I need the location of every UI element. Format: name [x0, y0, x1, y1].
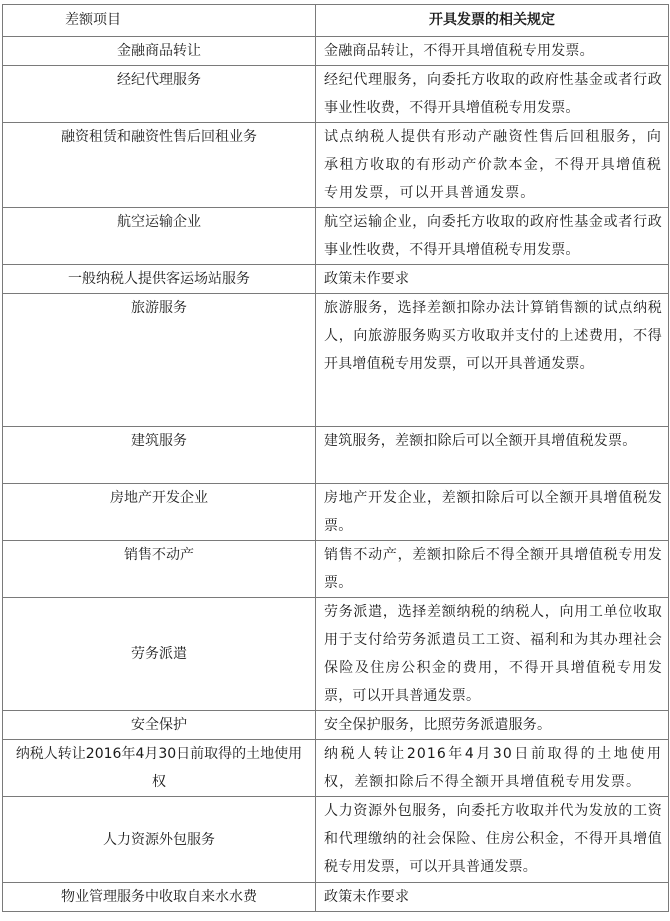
row-item: 人力资源外包服务 — [3, 797, 316, 883]
table-row — [3, 427, 669, 484]
row-item: 物业管理服务中收取自来水水费 — [3, 883, 316, 912]
header-item: 差额项目 — [3, 5, 316, 37]
row-rule: 经纪代理服务，向委托方收取的政府性基金或者行政事业性收费，不得开具增值税专用发票。 — [316, 66, 669, 123]
row-item: 一般纳税人提供客运场站服务 — [3, 265, 316, 294]
invoice-rules-table — [2, 4, 669, 912]
table-row — [3, 294, 669, 427]
row-item: 纳税人转让2016年4月30日前取得的土地使用权 — [3, 740, 316, 797]
row-item: 经纪代理服务 — [3, 66, 316, 123]
row-item: 建筑服务 — [3, 427, 316, 484]
row-rule: 旅游服务，选择差额扣除办法计算销售额的试点纳税人，向旅游服务购买方收取并支付的上述费用，不得开具增值税专用发票，可以开具普通发票。 — [316, 294, 669, 427]
table-row — [3, 265, 669, 294]
row-rule: 建筑服务，差额扣除后可以全额开具增值税发票。 — [316, 427, 669, 484]
row-rule: 销售不动产，差额扣除后不得全额开具增值税专用发票。 — [316, 541, 669, 598]
table-row — [3, 541, 669, 598]
row-item: 房地产开发企业 — [3, 484, 316, 541]
table-row — [3, 123, 669, 208]
header-rule: 开具发票的相关规定 — [316, 5, 669, 37]
row-rule: 安全保护服务，比照劳务派遣服务。 — [316, 711, 669, 740]
row-rule: 政策未作要求 — [316, 883, 669, 912]
row-item: 安全保护 — [3, 711, 316, 740]
table-row — [3, 598, 669, 711]
table-row — [3, 711, 669, 740]
row-rule: 试点纳税人提供有形动产融资性售后回租服务，向承租方收取的有形动产价款本金，不得开具增值税专用发票，可以开具普通发票。 — [316, 123, 669, 208]
row-item: 航空运输企业 — [3, 208, 316, 265]
row-item: 劳务派遣 — [3, 598, 316, 711]
table-row — [3, 883, 669, 912]
table-row — [3, 484, 669, 541]
table-row — [3, 797, 669, 883]
row-rule: 金融商品转让，不得开具增值税专用发票。 — [316, 37, 669, 66]
table-row — [3, 37, 669, 66]
table-row — [3, 208, 669, 265]
row-rule: 房地产开发企业，差额扣除后可以全额开具增值税发票。 — [316, 484, 669, 541]
row-item: 旅游服务 — [3, 294, 316, 427]
table-row — [3, 66, 669, 123]
row-rule: 纳税人转让2016年4月30日前取得的土地使用权，差额扣除后不得全额开具增值税专用发票。 — [316, 740, 669, 797]
row-rule: 人力资源外包服务，向委托方收取并代为发放的工资和代理缴纳的社会保险、住房公积金，不得开具增值税专用发票，可以开具普通发票。 — [316, 797, 669, 883]
row-item: 金融商品转让 — [3, 37, 316, 66]
row-item: 融资租赁和融资性售后回租业务 — [3, 123, 316, 208]
header-row — [3, 5, 669, 37]
row-rule: 航空运输企业，向委托方收取的政府性基金或者行政事业性收费，不得开具增值税专用发票。 — [316, 208, 669, 265]
row-rule: 劳务派遣，选择差额纳税的纳税人，向用工单位收取用于支付给劳务派遣员工工资、福利和为其办理社会保险及住房公积金的费用，不得开具增值税专用发票，可以开具普通发票。 — [316, 598, 669, 711]
table-row — [3, 740, 669, 797]
row-item: 销售不动产 — [3, 541, 316, 598]
row-rule: 政策未作要求 — [316, 265, 669, 294]
